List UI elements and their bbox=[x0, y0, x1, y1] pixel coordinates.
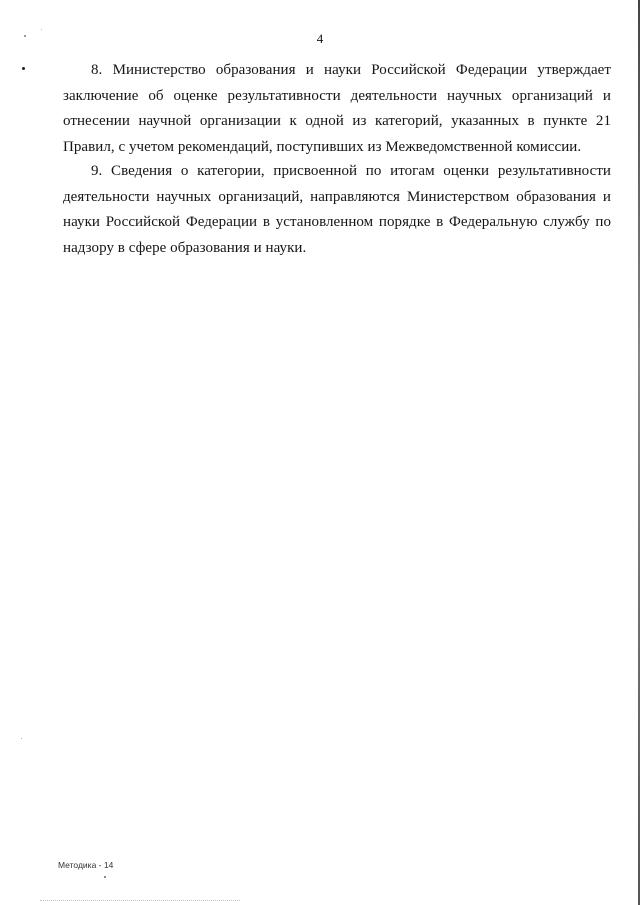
scan-speck bbox=[21, 738, 22, 739]
paragraph-9: 9. Сведения о категории, присвоенной по итогам оценки результативности деятельности научных организаций, направляются Министерством образования и науки Российской Федерации в установленном порядке в Федеральную службу по надзору в сфере образования и науки. bbox=[63, 163, 611, 256]
paragraph-8: 8. Министерство образования и науки Российской Федерации утверждает заключение об оценке результативности деятельности научных организаций и отнесении научной организации к одной из категорий, указанных в пункте 21 Правил, с учетом рекомендаций, поступивших из Межведомственной комиссии. bbox=[63, 62, 611, 155]
scan-speck bbox=[104, 876, 106, 878]
scan-speck bbox=[22, 67, 25, 70]
scan-speck bbox=[41, 29, 42, 30]
scan-edge-bottom bbox=[40, 899, 240, 901]
page-number: 4 bbox=[316, 31, 324, 46]
footer-label: Методика - 14 bbox=[58, 860, 114, 870]
